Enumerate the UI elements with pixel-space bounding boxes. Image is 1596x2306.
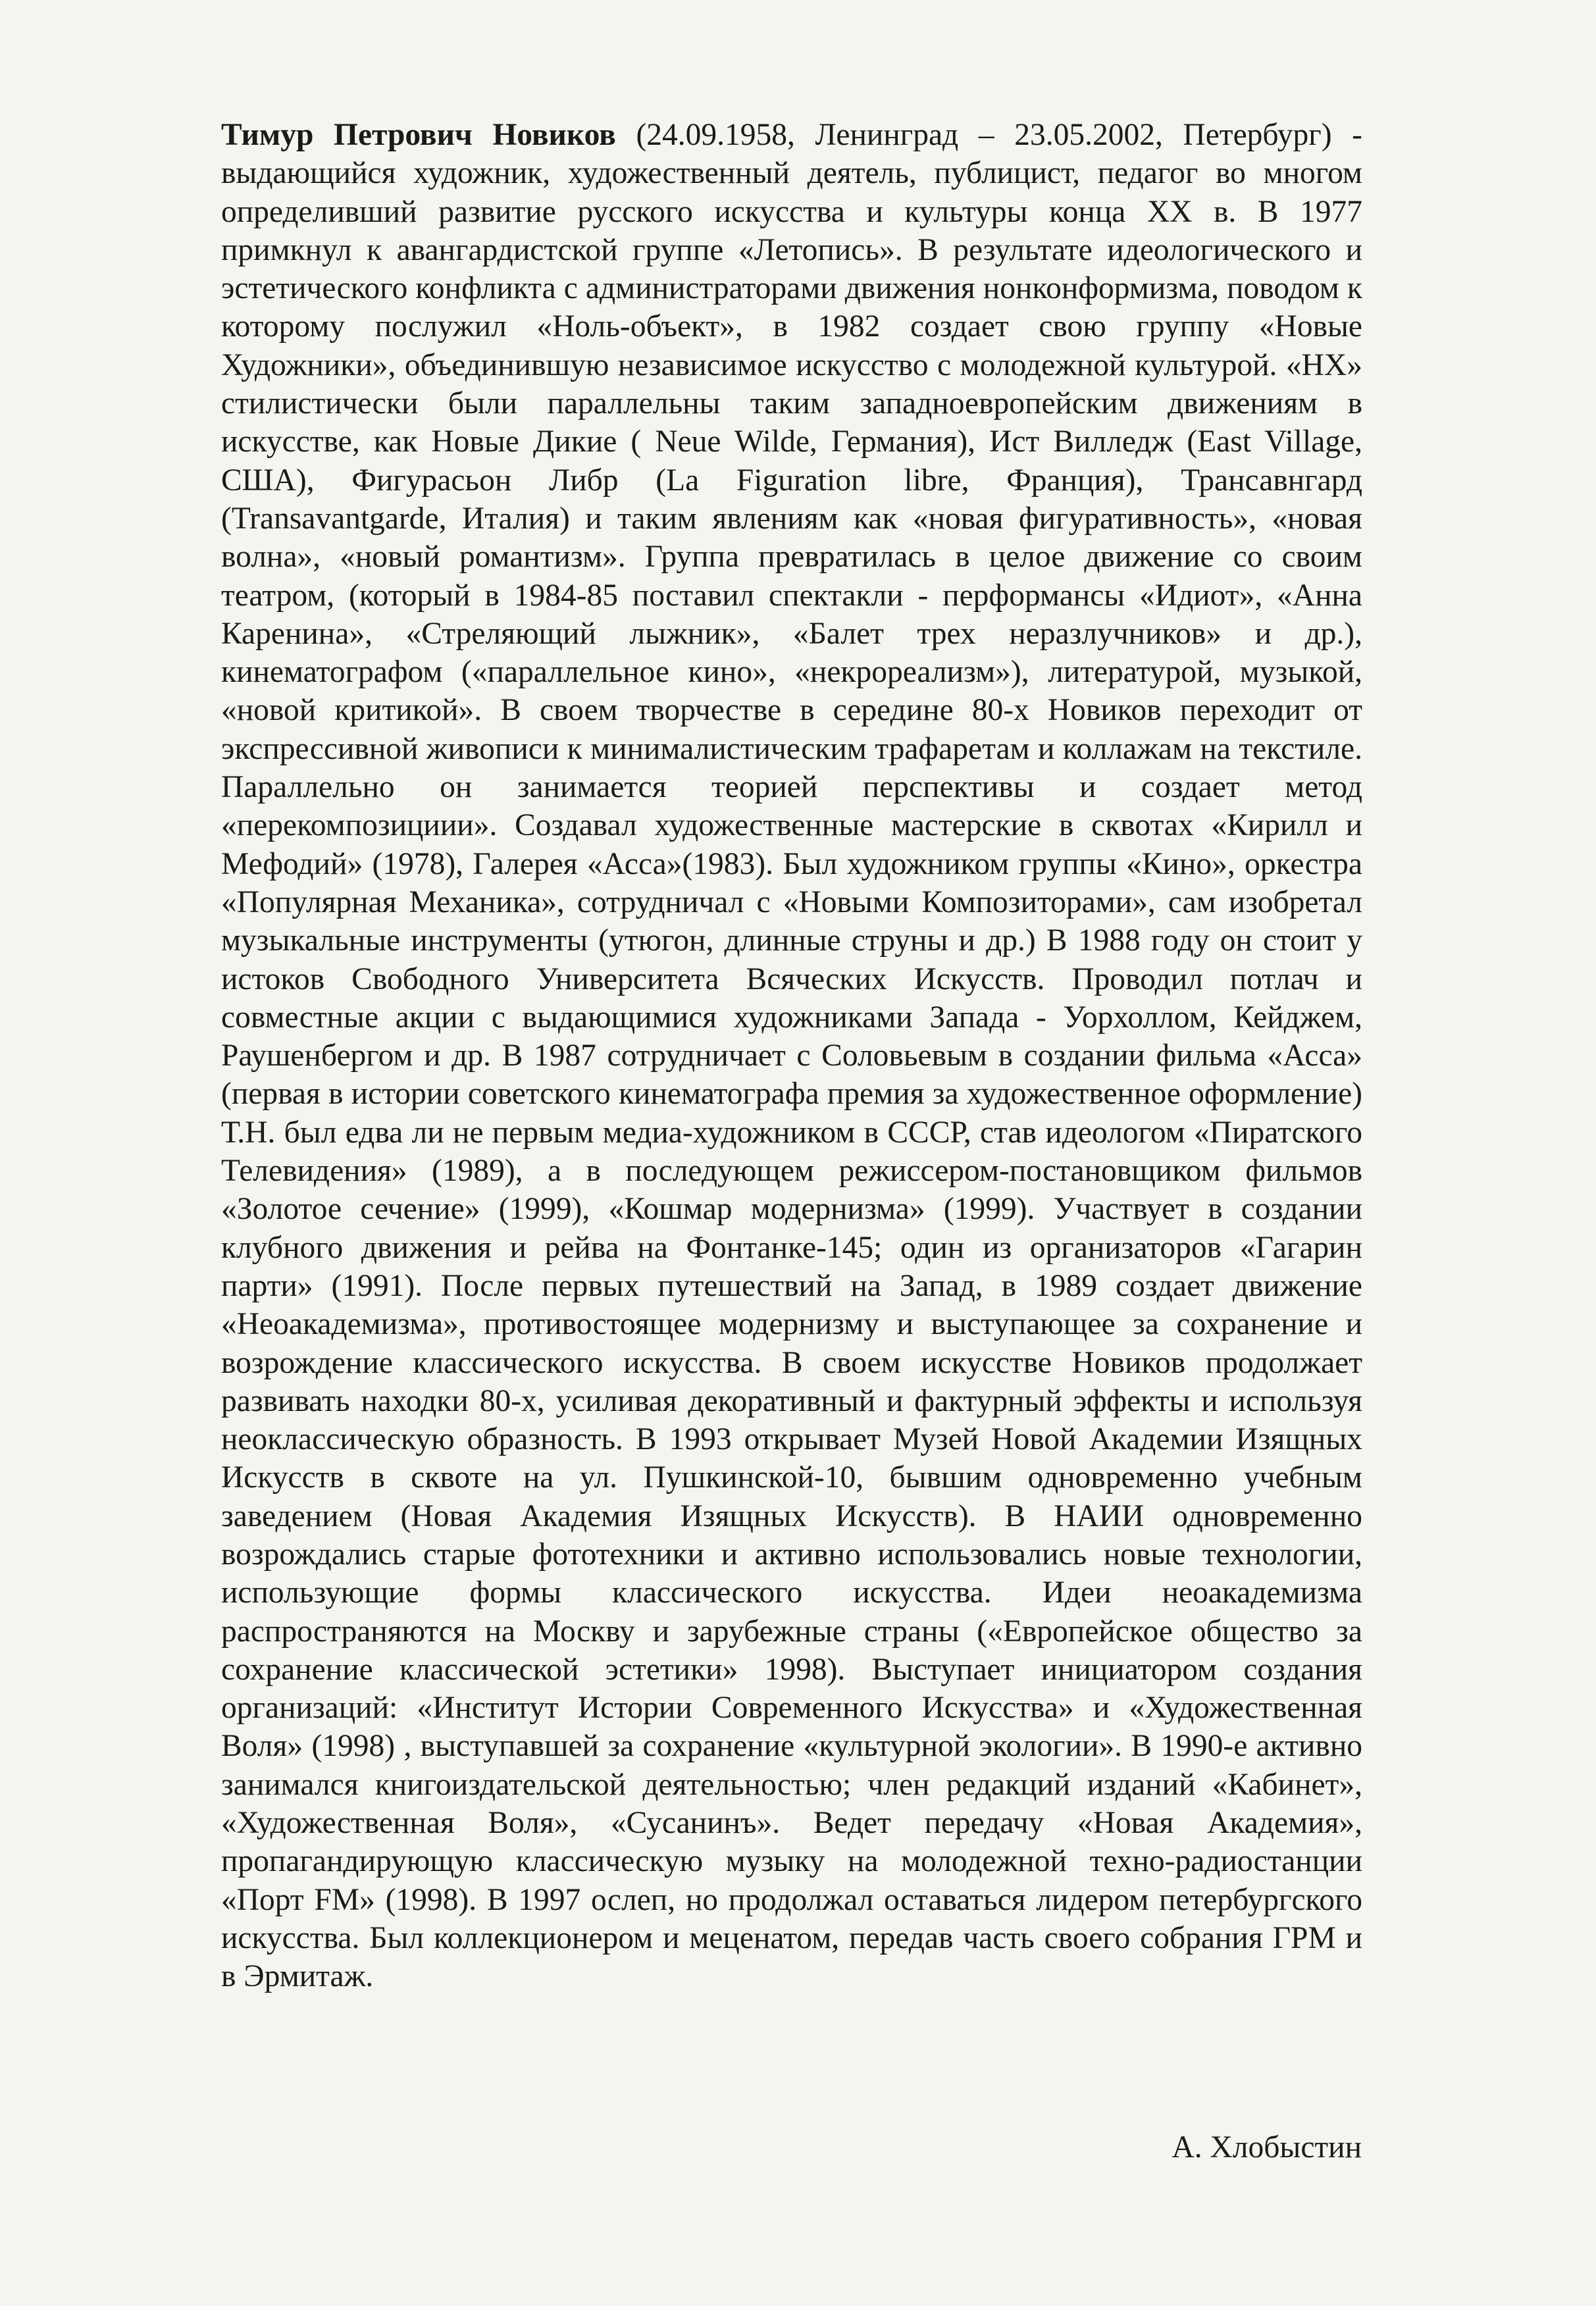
article-body <box>221 116 1362 1996</box>
author-signature: А. Хлобыстин <box>1171 2130 1362 2165</box>
article-text: (24.09.1958, Ленинград – 23.05.2002, Петербург) - выдающийся художник, художественный деятель, публицист, педагог во многом определивший развитие русского искусства и культуры конца XX в. В 1977 примкнул к авангардистской группе «Летопись». В результате идеологического и эстетического конфликта с администраторами движения нонконформизма, поводом к которому послужил «Ноль-объект», в 1982 создает свою группу «Новые Художники», объединившую независимое искусство с молодежной культурой. «НХ» стилистически были параллельны таким западноевропейским движениям в искусстве, как Новые Дикие ( Neue Wilde, Германия), Ист Вилледж (East Village, США), Фигурасьон Либр (La Figuration libre, Франция), Трансавнгард (Transavantgarde, Италия) и таким явлениям как «новая фигуративность», «новая волна», «новый романтизм». Группа превратилась в целое движение со своим театром, (который в 1984-85 поставил спектакли - перформансы «Идиот», «Анна Каренина», «Стреляющий лыжник», «Балет трех неразлучников» и др.), кинематографом («параллельное кино», «некрореализм»), литературой, музыкой, «новой критикой». В своем творчестве в середине 80-х Новиков переходит от экспрессивной живописи к минималистическим трафаретам и коллажам на текстиле. Параллельно он занимается теорией перспективы и создает метод «перекомпозициии». Создавал художественные мастерские в сквотах «Кирилл и Мефодий» (1978), Галерея «Асса»(1983). Был художником группы «Кино», оркестра «Популярная Механика», сотрудничал с «Новыми Композиторами», сам изобретал музыкальные инструменты (утюгон, длинные струны и др.) В 1988 году он стоит у истоков Свободного Университета Всяческих Искусств. Проводил потлач и совместные акции с выдающимися художниками Запада - Уорхоллом, Кейджем, Раушенбергом и др. В 1987 сотрудничает с Соловьевым в создании фильма «Асса» (первая в истории советского кинематографа премия за художественное оформление) Т.Н. был едва ли не первым медиа-художником в СССР, став идеологом «Пиратского Телевидения» (1989), а в последующем режиссером-постановщиком фильмов «Золотое сечение» (1999), «Кошмар модернизма» (1999). Участвует в создании клубного движения и рейва на Фонтанке-145; один из организаторов «Гагарин парти» (1991). После первых путешествий на Запад, в 1989 создает движение «Неоакадемизма», противостоящее модернизму и выступающее за сохранение и возрождение классического искусства. В своем искусстве Новиков продолжает развивать находки 80-х, усиливая декоративный и фактурный эффекты и используя неоклассическую образность. В 1993 открывает Музей Новой Академии Изящных Искусств в сквоте на ул. Пушкинской-10, бывшим одновременно учебным заведением (Новая Академия Изящных Искусств). В НАИИ одновременно возрождались старые фототехники и активно использовались новые технологии, использующие формы классического искусства. Идеи неоакадемизма распространяются на Москву и зарубежные страны («Европейское общество за сохранение классической эстетики» 1998). Выступает инициатором создания организаций: «Институт Истории Современного Искусства» и «Художественная Воля» (1998) , выступавшей за сохранение «культурной экологии». В 1990-е активно занимался книгоиздательской деятельностью; член редакций изданий «Кабинет», «Художественная Воля», «Сусанинъ». Ведет передачу «Новая Академия», пропагандирующую классическую музыку на молодежной техно-радиостанции «Порт FM» (1998). В 1997 ослеп, но продолжал оставаться лидером петербургского искусства. Был коллекционером и меценатом, передав часть своего собрания ГРМ и в Эрмитаж. <box>221 118 1362 1994</box>
artist-name: Тимур Петрович Новиков <box>221 118 616 152</box>
article-paragraph <box>221 116 1362 1996</box>
